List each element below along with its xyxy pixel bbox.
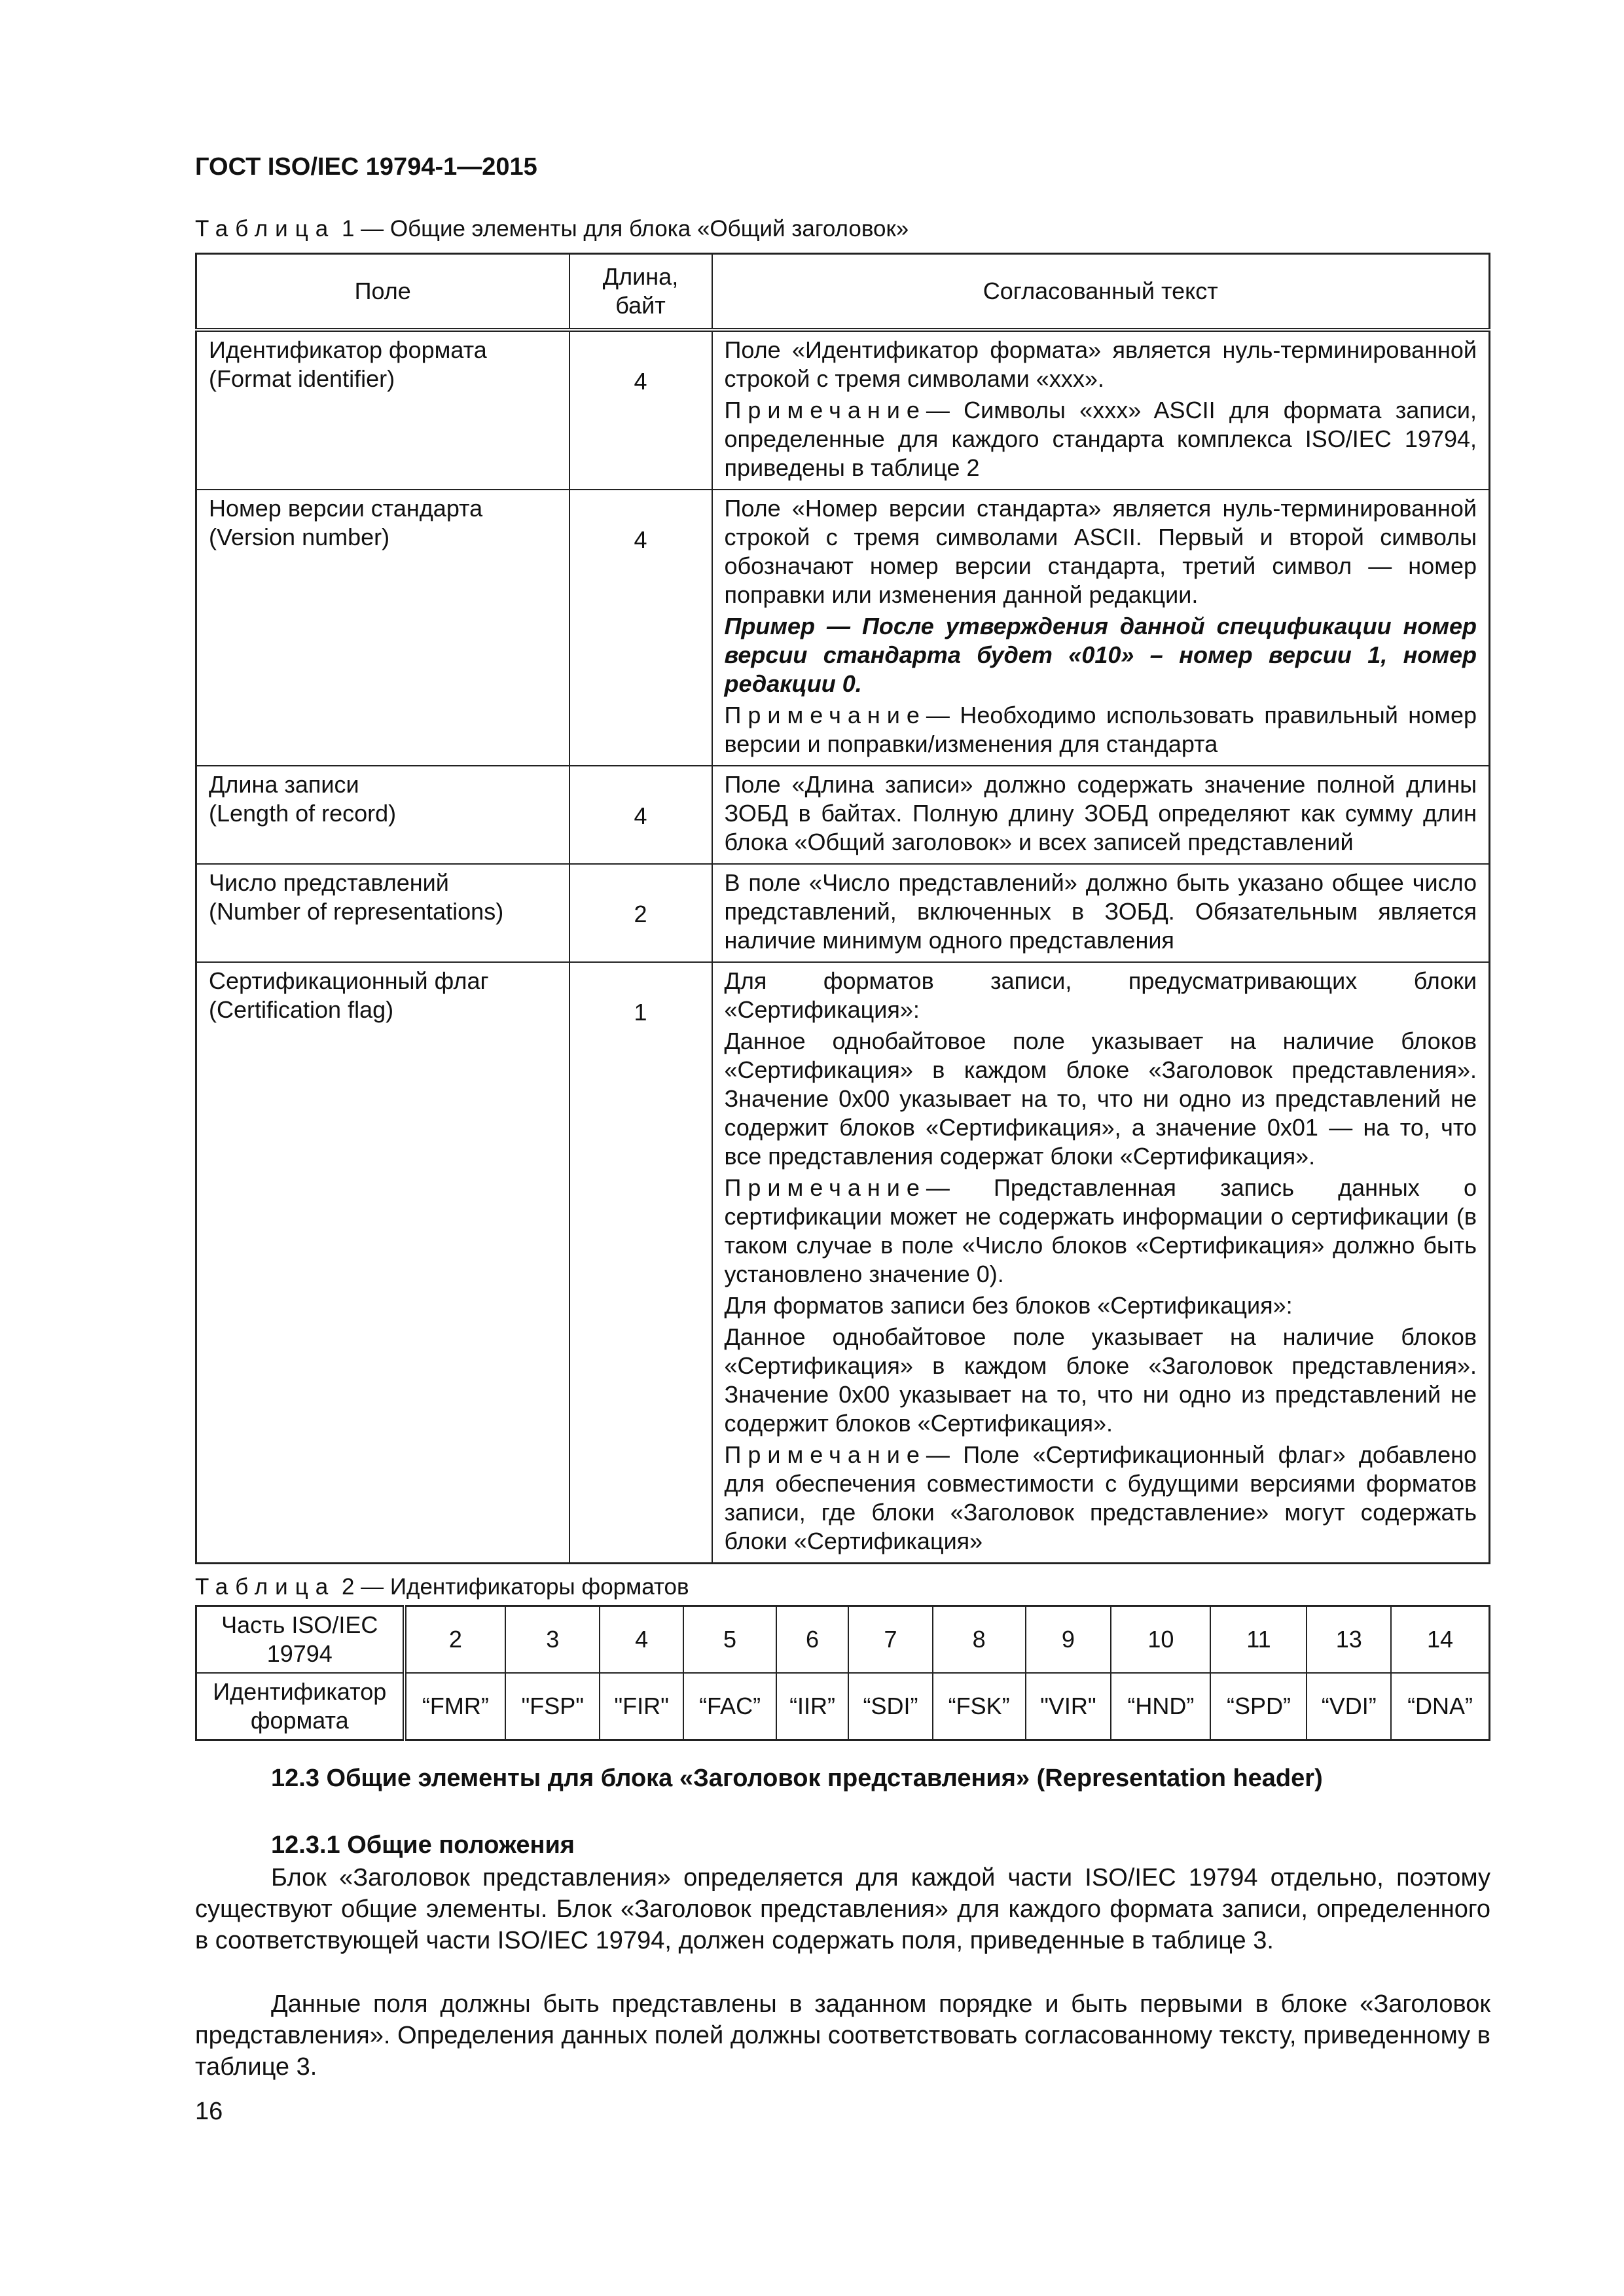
note-label: Примечание xyxy=(724,397,926,423)
format-identifier-cell: “SPD” xyxy=(1210,1673,1307,1740)
field-name: Сертификационный флаг xyxy=(209,967,489,994)
row-header-part: Часть ISO/IEC 19794 xyxy=(196,1606,405,1674)
field-name-english: (Length of record) xyxy=(209,800,397,827)
field-name: Длина записи xyxy=(209,771,359,798)
note-paragraph xyxy=(725,1174,1477,1289)
format-identifier-cell: “FAC” xyxy=(683,1673,776,1740)
part-number-cell: 11 xyxy=(1210,1606,1307,1674)
field-name-cell xyxy=(196,330,569,490)
length-cell: 1 xyxy=(569,962,712,1564)
body-paragraph: Данные поля должны быть представлены в заданном порядке и быть первыми в блоке «Заголовок представления». Определения данных полей должны соответствовать согласованному тексту, приведенному в таблице 3. xyxy=(195,1990,1490,2081)
field-name: Идентификатор формата xyxy=(209,336,487,363)
table-1-header-row xyxy=(196,254,1490,331)
table-1-common-elements xyxy=(195,253,1490,1564)
table-2-identifiers-row xyxy=(196,1673,1490,1740)
text-paragraph: Поле «Идентификатор формата» является нуль-терминированной строкой с тремя символами «xxx». xyxy=(724,336,1477,392)
table-row xyxy=(196,330,1490,490)
column-header-field: Поле xyxy=(196,254,569,331)
format-identifier-cell: "VIR" xyxy=(1026,1673,1111,1740)
table-2-caption xyxy=(195,1574,689,1600)
part-number-cell: 14 xyxy=(1391,1606,1489,1674)
table-row xyxy=(196,490,1490,766)
format-identifier-cell: “DNA” xyxy=(1391,1673,1489,1740)
format-identifier-cell: “HND” xyxy=(1111,1673,1210,1740)
note-paragraph xyxy=(725,701,1477,759)
row-header-identifier: Идентификатор формата xyxy=(196,1673,405,1740)
table-1-caption-label: Таблица xyxy=(195,216,336,242)
table-row xyxy=(196,962,1490,1564)
agreed-text-cell xyxy=(712,490,1490,766)
column-header-text: Согласованный текст xyxy=(712,254,1490,331)
field-name: Номер версии стандарта xyxy=(209,495,483,522)
note-text: — Представленная запись данных о сертификации может не содержать информации о сертификации (в таком случае в поле «Число блоков «Сертификация» должно быть установлено значение 0). xyxy=(724,1174,1477,1287)
field-name-english: (Certification flag) xyxy=(209,996,394,1023)
part-number-cell: 4 xyxy=(600,1606,683,1674)
field-name-cell xyxy=(196,490,569,766)
text-paragraph: Данное однобайтовое поле указывает на наличие блоков «Сертификация» в каждом блоке «Заголовок представления». Значение 0x00 указывает на то, что ни одно из представлений не содержит блоков «Сертификация», а значение 0x01 — на то, что все представления содержат блоки «Сертификация». xyxy=(724,1028,1477,1170)
length-cell: 4 xyxy=(569,766,712,864)
page-number: 16 xyxy=(195,2098,223,2125)
note-label: Примечание xyxy=(724,702,926,728)
text-paragraph: Для форматов записи без блоков «Сертификация»: xyxy=(724,1292,1293,1319)
table-1-body xyxy=(196,330,1490,1564)
document-code: ГОСТ ISO/IEC 19794-1—2015 xyxy=(195,153,537,181)
text-paragraph: В поле «Число представлений» должно быть указано общее число представлений, включенных в ЗОБД. Обязательным является наличие минимум одного представления xyxy=(724,869,1477,954)
agreed-text-cell xyxy=(712,962,1490,1564)
part-number-cell: 13 xyxy=(1307,1606,1391,1674)
table-1-caption-text: 1 — Общие элементы для блока «Общий заголовок» xyxy=(335,216,909,242)
part-number-cell: 6 xyxy=(776,1606,848,1674)
agreed-text-cell xyxy=(712,330,1490,490)
table-1-caption xyxy=(195,216,909,242)
format-identifier-cell: “SDI” xyxy=(848,1673,933,1740)
part-number-cell: 3 xyxy=(505,1606,600,1674)
format-identifier-cell: “FSK” xyxy=(933,1673,1026,1740)
table-row xyxy=(196,864,1490,962)
agreed-text-cell xyxy=(712,864,1490,962)
subsection-title: 12.3.1 Общие положения xyxy=(271,1831,575,1859)
format-identifier-cell: "FIR" xyxy=(600,1673,683,1740)
table-2-format-identifiers xyxy=(195,1605,1490,1741)
body-paragraph: Блок «Заголовок представления» определяется для каждой части ISO/IEC 19794 отдельно, поэтому существуют общие элементы. Блок «Заголовок представления» для каждого формата записи, определенного в соответствующей части ISO/IEC 19794, должен содержать поля, приведенные в таблице 3. xyxy=(195,1864,1490,1954)
part-number-cell: 10 xyxy=(1111,1606,1210,1674)
length-cell: 2 xyxy=(569,864,712,962)
part-number-cell: 2 xyxy=(405,1606,506,1674)
text-paragraph: Поле «Номер версии стандарта» является нуль-терминированной строкой с тремя символами ASCII. Первый и второй символы обозначают номер версии стандарта, третий символ — номер поправки или изменения данной редакции. xyxy=(724,495,1477,608)
section-title: 12.3 Общие элементы для блока «Заголовок представления» (Representation header) xyxy=(271,1765,1323,1792)
field-name-cell xyxy=(196,962,569,1564)
format-identifier-cell: “FMR” xyxy=(405,1673,506,1740)
field-name-english: (Number of representations) xyxy=(209,898,504,925)
text-paragraph: Для форматов записи, предусматривающих блоки «Сертификация»: xyxy=(724,967,1477,1023)
table-row xyxy=(196,766,1490,864)
format-identifier-cell: "FSP" xyxy=(505,1673,600,1740)
field-name-english: (Format identifier) xyxy=(209,365,395,392)
part-number-cell: 5 xyxy=(683,1606,776,1674)
length-cell: 4 xyxy=(569,490,712,766)
text-paragraph: Данное однобайтовое поле указывает на наличие блоков «Сертификация» в каждом блоке «Заголовок представления». Значение 0x00 указывает на то, что ни одно из представлений не содержит блоков «Сертификация». xyxy=(724,1323,1477,1437)
format-identifier-cell: “VDI” xyxy=(1307,1673,1391,1740)
field-name-cell xyxy=(196,766,569,864)
field-name-cell xyxy=(196,864,569,962)
note-text: — Символы «xxx» ASCII для формата записи, определенные для каждого стандарта комплекса ISO/IEC 19794, приведены в таблице 2 xyxy=(724,397,1477,481)
text-paragraph: Поле «Длина записи» должно содержать значение полной длины ЗОБД в байтах. Полную длину ЗОБД определяют как сумму длин блока «Общий заголовок» и всех записей представлений xyxy=(724,771,1477,855)
note-text: — Необходимо использовать правильный номер версии и поправки/изменения для стандарта xyxy=(724,702,1477,757)
table-2-caption-text: 2 — Идентификаторы форматов xyxy=(335,1574,689,1600)
note-paragraph xyxy=(725,1441,1477,1556)
field-name: Число представлений xyxy=(209,869,449,896)
table-2-parts-row xyxy=(196,1606,1490,1674)
note-text: — Поле «Сертификационный флаг» добавлено для обеспечения совместимости с будущими версиями форматов записи, где блоки «Заголовок представление» могут содержать блоки «Сертификация» xyxy=(724,1441,1477,1554)
part-number-cell: 7 xyxy=(848,1606,933,1674)
note-paragraph xyxy=(725,396,1477,482)
part-number-cell: 9 xyxy=(1026,1606,1111,1674)
note-label: Примечание xyxy=(724,1174,926,1201)
agreed-text-cell xyxy=(712,766,1490,864)
table-2-caption-label: Таблица xyxy=(195,1574,336,1600)
note-label: Примечание xyxy=(724,1441,926,1468)
column-header-length: Длина, байт xyxy=(569,254,712,331)
example-paragraph: Пример — После утверждения данной спецификации номер версии стандарта будет «010» – номер версии 1, номер редакции 0. xyxy=(724,613,1477,697)
field-name-english: (Version number) xyxy=(209,524,390,550)
format-identifier-cell: “IIR” xyxy=(776,1673,848,1740)
part-number-cell: 8 xyxy=(933,1606,1026,1674)
length-cell: 4 xyxy=(569,330,712,490)
